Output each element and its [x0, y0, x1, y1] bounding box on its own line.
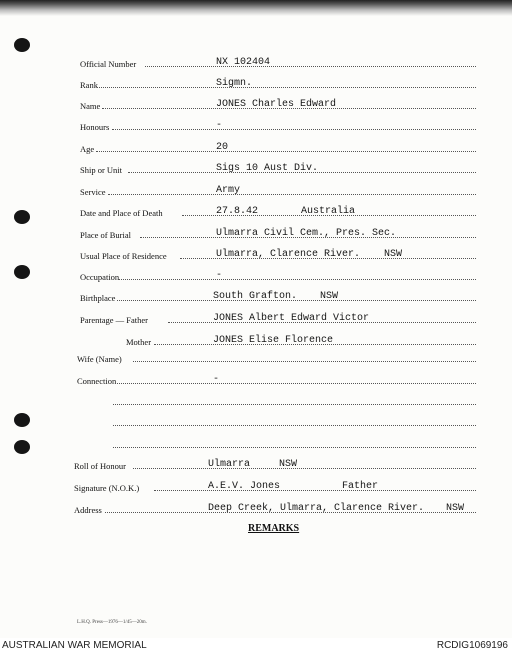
field-label: Ship or Unit [80, 165, 123, 175]
field-label: Age [80, 144, 95, 154]
dotted-line [118, 279, 476, 280]
field-official-number [0, 57, 512, 71]
field-label: Connection [77, 376, 117, 386]
field-connection [0, 374, 512, 388]
scan-edge [0, 0, 512, 16]
dotted-line [96, 151, 476, 152]
field-usual-place-of-residence [0, 249, 512, 263]
field-label: Place of Burial [80, 230, 131, 240]
archive-footer [0, 638, 512, 654]
dotted-line [154, 490, 476, 491]
field-value: Ulmarra [208, 459, 251, 470]
field-label: Parentage — Father [80, 315, 148, 325]
field-rank [0, 78, 512, 92]
dotted-line [108, 194, 476, 195]
field-label: Address [74, 505, 102, 515]
remarks-heading: REMARKS [248, 523, 300, 534]
field-label: Official Number [80, 59, 137, 69]
field-value: - [216, 270, 223, 281]
field-name [0, 99, 512, 113]
dotted-line [117, 383, 476, 384]
field-parentage-mother [0, 335, 512, 349]
field-value-secondary: NSW [384, 249, 403, 260]
dotted-line [133, 361, 476, 362]
field-value: Deep Creek, Ulmarra, Clarence River. [208, 503, 425, 514]
field-value: NX 102404 [216, 57, 271, 68]
field-address [0, 503, 512, 517]
field-service [0, 185, 512, 199]
field-value: JONES Albert Edward Victor [213, 313, 370, 324]
dotted-line [113, 404, 476, 405]
field-label: Mother [126, 337, 152, 347]
field-roll-of-honour [0, 459, 512, 473]
field-signature-nok [0, 481, 512, 495]
footer-record-id: RCDIG1069196 [436, 640, 508, 651]
field-label: Birthplace [80, 293, 116, 303]
connection-continuation-line [0, 395, 512, 409]
field-value: Sigs 10 Aust Div. [216, 163, 319, 174]
dotted-line [113, 425, 476, 426]
dotted-line [112, 129, 476, 130]
field-label: Occupation [80, 272, 120, 282]
footer-institution: AUSTRALIAN WAR MEMORIAL [2, 640, 147, 651]
field-honours [0, 120, 512, 134]
field-value: Sigmn. [216, 78, 253, 89]
field-label: Wife (Name) [77, 354, 122, 364]
field-label: Roll of Honour [74, 461, 126, 471]
field-value: 27.8.42 [216, 206, 259, 217]
dotted-line [97, 87, 476, 88]
dotted-line [133, 468, 476, 469]
connection-continuation-line [0, 416, 512, 430]
punch-hole [14, 38, 30, 52]
field-occupation [0, 270, 512, 284]
field-value: South Grafton. [213, 291, 298, 302]
field-label: Service [80, 187, 106, 197]
field-value-secondary: Australia [301, 206, 356, 217]
field-age [0, 142, 512, 156]
field-value: A.E.V. Jones [208, 481, 281, 492]
field-value: Ulmarra Civil Cem., Pres. Sec. [216, 228, 397, 239]
field-value-secondary: NSW [279, 459, 298, 470]
field-value-secondary: Father [342, 481, 379, 492]
field-value: Ulmarra, Clarence River. [216, 249, 361, 260]
field-label: Usual Place of Residence [80, 251, 167, 261]
field-ship-or-unit [0, 163, 512, 177]
field-value-secondary: NSW [446, 503, 465, 514]
field-label: Date and Place of Death [80, 208, 163, 218]
field-label: Name [80, 101, 101, 111]
field-label: Signature (N.O.K.) [74, 483, 140, 493]
field-value: JONES Charles Edward [216, 99, 337, 110]
field-place-of-burial [0, 228, 512, 242]
field-label: Rank [80, 80, 98, 90]
dotted-line [145, 66, 476, 67]
field-label: Honours [80, 122, 110, 132]
field-date-and-place-of-death [0, 206, 512, 220]
printer-imprint: L.H.Q. Press—1976—1/45—20m. [77, 620, 147, 625]
field-value: JONES Elise Florence [213, 335, 334, 346]
field-value: - [213, 374, 220, 385]
field-parentage-father [0, 313, 512, 327]
connection-continuation-line [0, 438, 512, 452]
field-value: Army [216, 185, 241, 196]
field-wife [0, 352, 512, 366]
field-birthplace [0, 291, 512, 305]
field-value: - [216, 120, 223, 131]
dotted-line [113, 447, 476, 448]
field-value-secondary: NSW [320, 291, 339, 302]
field-value: 20 [216, 142, 229, 153]
